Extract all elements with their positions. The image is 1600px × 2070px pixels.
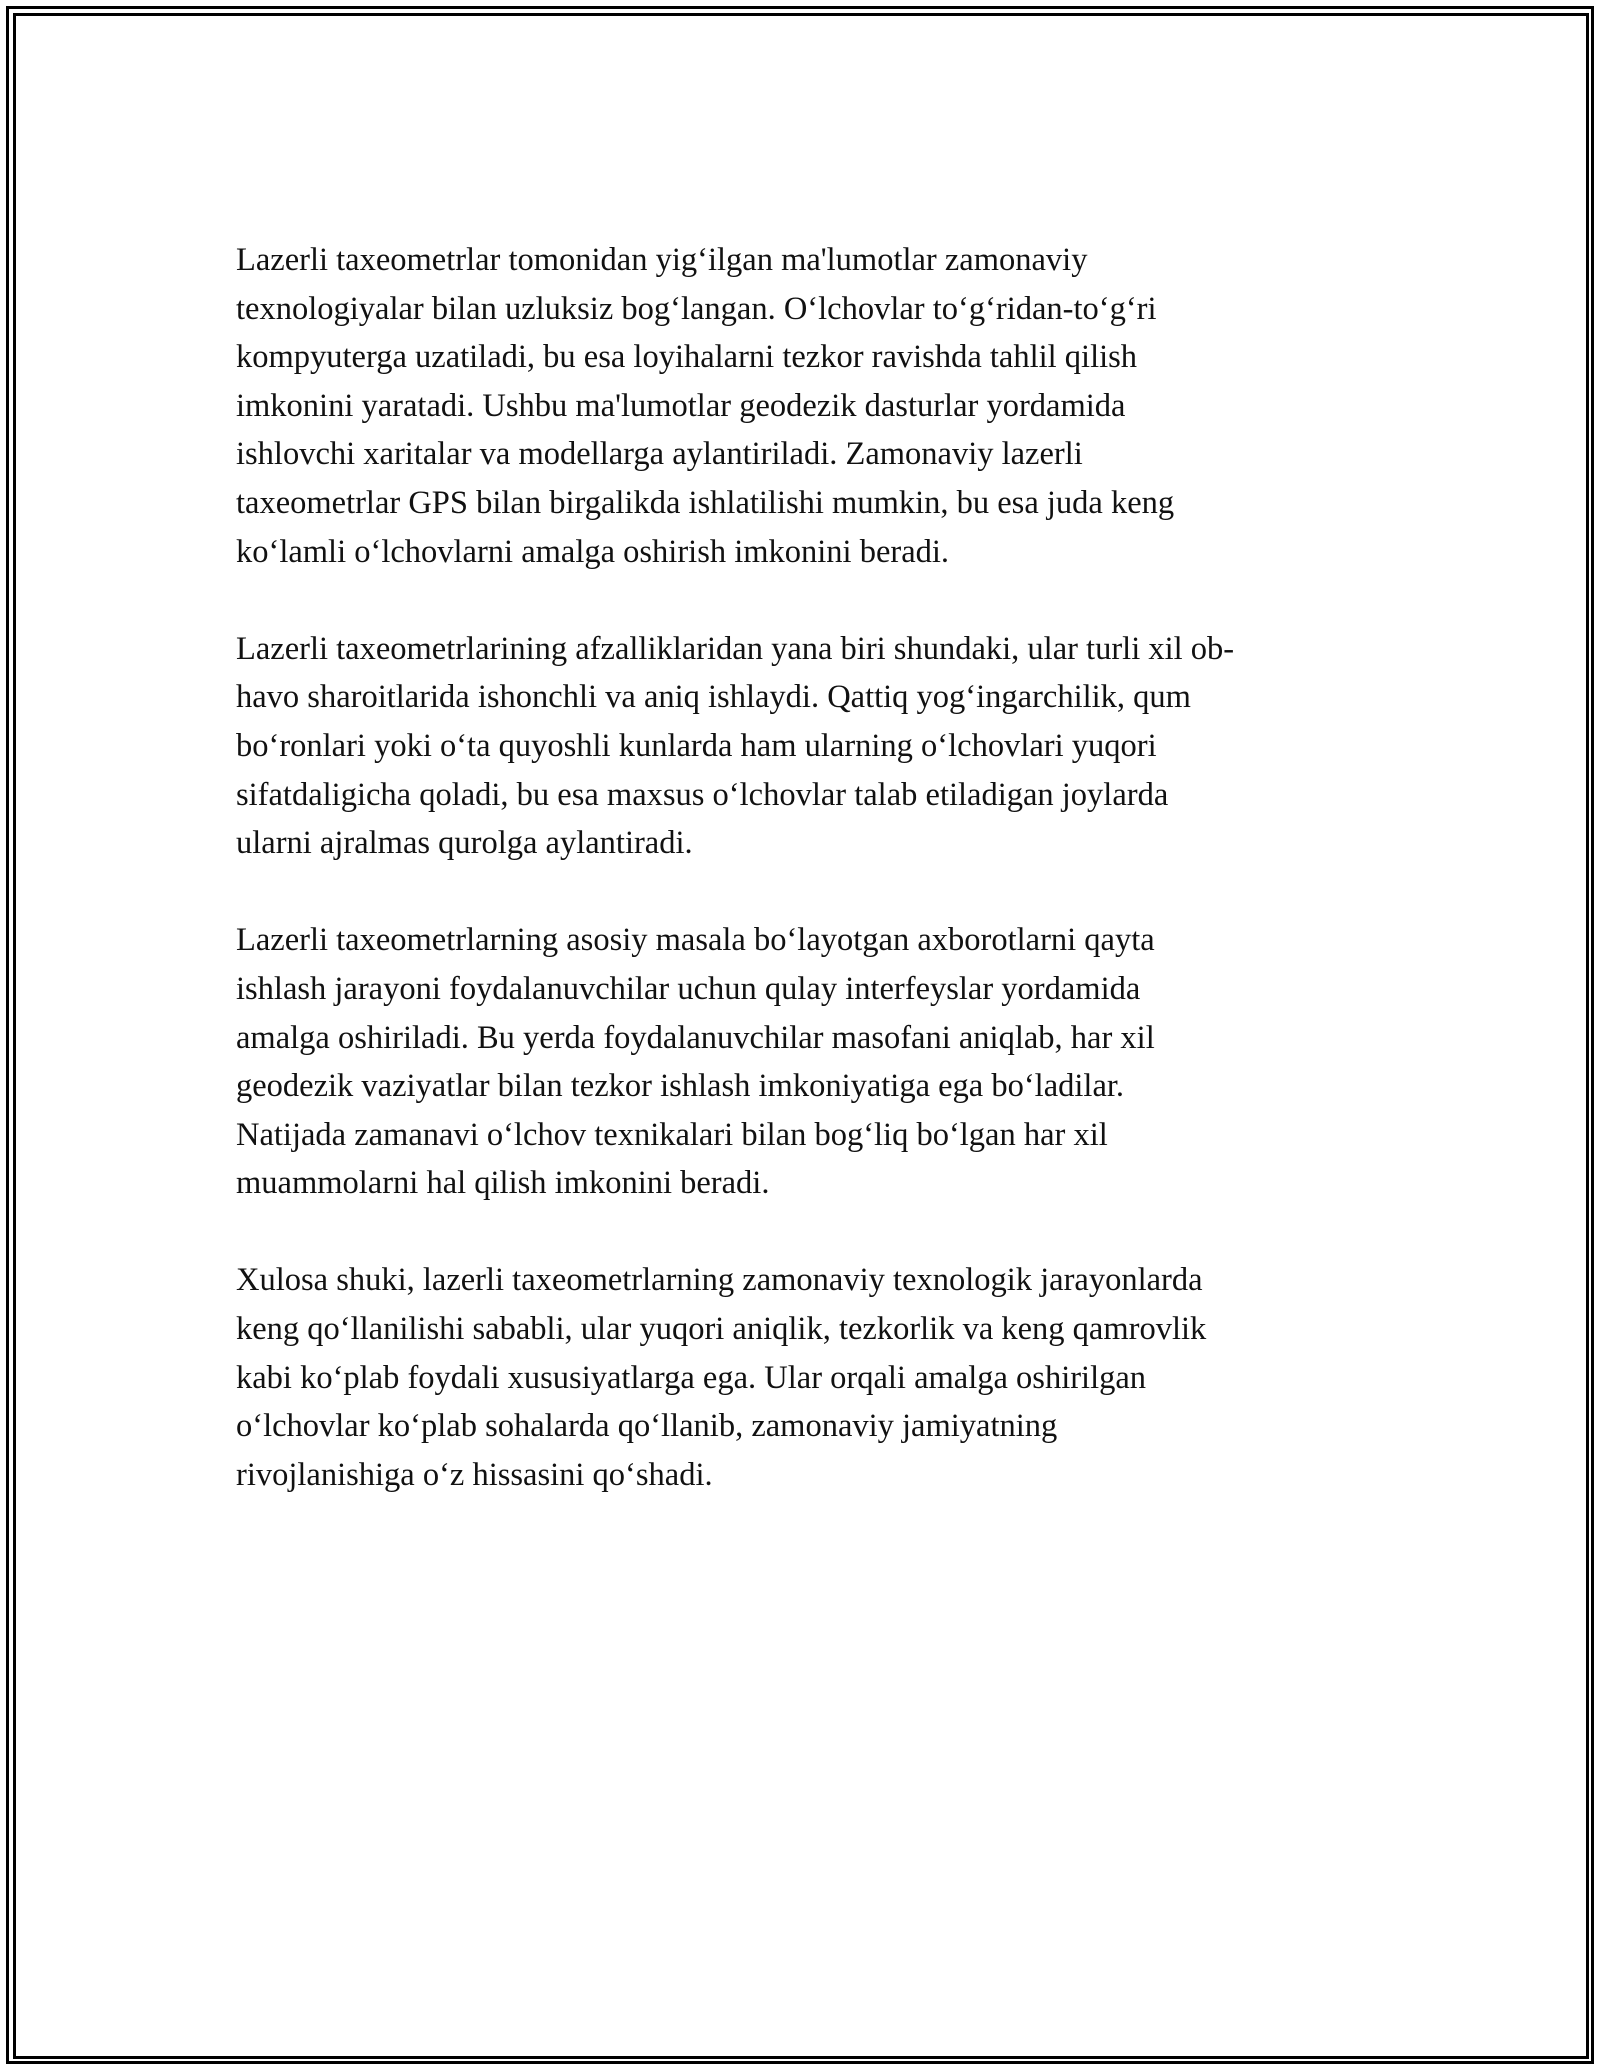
text-line: kompyuterga uzatiladi, bu esa loyihalarni tezkor ravishda tahlil qilish <box>236 339 1138 376</box>
text-line: sifatdaligicha qoladi, bu esa maxsus o‘lchovlar talab etiladigan joylarda <box>236 776 1169 813</box>
text-line: ko‘lamli o‘lchovlarni amalga oshirish imkonini beradi. <box>236 533 950 570</box>
text-line: geodezik vaziyatlar bilan tezkor ishlash imkoniyatiga ega bo‘ladilar. <box>236 1068 1125 1105</box>
paragraph-3 <box>236 916 1366 1208</box>
text-line: ishlovchi xaritalar va modellarga aylantiriladi. Zamonaviy lazerli <box>236 436 1083 473</box>
text-line: ularni ajralmas qurolga aylantiradi. <box>236 825 693 862</box>
text-line: kabi ko‘plab foydali xususiyatlarga ega. Ular orqali amalga oshirilgan <box>236 1359 1147 1396</box>
document-body <box>236 236 1366 1548</box>
paragraph-1 <box>236 236 1366 576</box>
text-line: Lazerli taxeometrlar tomonidan yig‘ilgan ma'lumotlar zamonaviy <box>236 242 1088 278</box>
text-line: Lazerli taxeometrlarining afzalliklaridan yana biri shundaki, ular turli xil ob- <box>236 630 1235 667</box>
text-line: keng qo‘llanilishi sababli, ular yuqori aniqlik, tezkorlik va keng qamrovlik <box>236 1311 1207 1348</box>
text-line: Natijada zamanavi o‘lchov texnikalari bilan bog‘liq bo‘lgan har xil <box>236 1116 1108 1153</box>
text-line: imkonini yaratadi. Ushbu ma'lumotlar geodezik dasturlar yordamida <box>236 387 1126 424</box>
text-line: bo‘ronlari yoki o‘ta quyoshli kunlarda ham ularning o‘lchovlari yuqori <box>236 727 1157 764</box>
text-line: Lazerli taxeometrlarning asosiy masala bo‘layotgan axborotlarni qayta <box>236 922 1155 959</box>
text-line: Xulosa shuki, lazerli taxeometrlarning zamonaviy texnologik jarayonlarda <box>236 1262 1203 1299</box>
text-line: amalga oshiriladi. Bu yerda foydalanuvchilar masofani aniqlab, har xil <box>236 1019 1155 1056</box>
text-line: ishlash jarayoni foydalanuvchilar uchun qulay interfeyslar yordamida <box>236 970 1141 1007</box>
paragraph-4 <box>236 1256 1366 1499</box>
text-line: havo sharoitlarida ishonchli va aniq ishlaydi. Qattiq yog‘ingarchilik, qum <box>236 679 1191 716</box>
paragraph-2 <box>236 625 1366 868</box>
text-line: rivojlanishiga o‘z hissasini qo‘shadi. <box>236 1456 713 1493</box>
text-line: muammolarni hal qilish imkonini beradi. <box>236 1165 770 1202</box>
text-line: o‘lchovlar ko‘plab sohalarda qo‘llanib, zamonaviy jamiyatning <box>236 1408 1058 1445</box>
text-line: texnologiyalar bilan uzluksiz bog‘langan. O‘lchovlar to‘g‘ridan-to‘g‘ri <box>236 290 1157 327</box>
text-line: taxeometrlar GPS bilan birgalikda ishlatilishi mumkin, bu esa juda keng <box>236 484 1175 521</box>
